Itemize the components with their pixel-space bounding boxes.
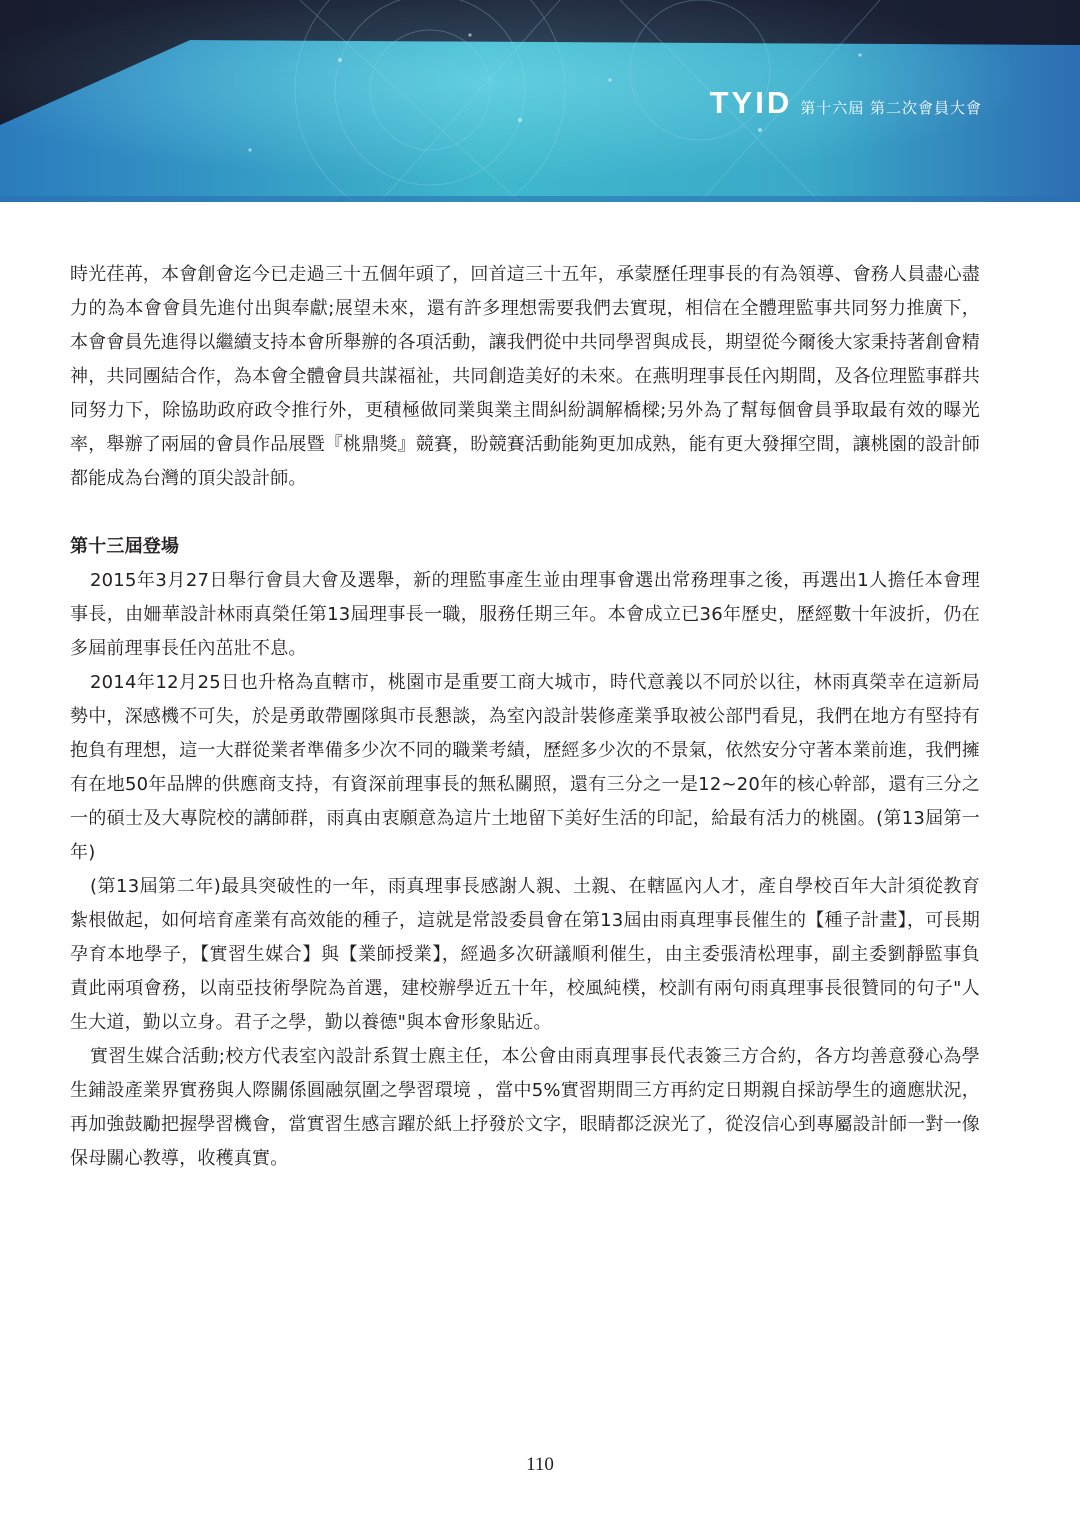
header-brand <box>710 85 982 121</box>
page-number: 110 <box>526 1454 554 1475</box>
body-paragraph: 2015年3月27日舉行會員大會及選舉，新的理監事產生並由理事會選出常務理事之後，再選出1人擔任本會理事長，由姍華設計林雨真榮任第13屆理事長一職，服務任期三年。本會成立已36年歷史，歷經數十年波折，仍在多屆前理事長任內茁壯不息。 <box>70 570 980 659</box>
body-paragraph: 2014年12月25日也升格為直轄市，桃園市是重要工商大城市，時代意義以不同於以往，林雨真榮幸在這新局勢中，深感機不可失，於是勇敢帶團隊與市長懇談，為室內設計裝修產業爭取被公部門看見，我們在地方有堅持有抱負有理想，這一大群從業者準備多少次不同的職業考績，歷經多少次的不景氣，依然安分守著本業前進，我們擁有在地50年品牌的供應商支持，有資深前理事長的無私關照，還有三分之一是12~20年的核心幹部，還有三分之一的碩士及大專院校的講師群，雨真由衷願意為這片土地留下美好生活的印記，給最有活力的桃園。(第13屆第一年) <box>70 672 980 863</box>
brand-subtitle: 第十六屆 第二次會員大會 <box>800 99 982 117</box>
article-body <box>70 258 980 1176</box>
body-paragraph: 實習生媒合活動;校方代表室內設計系賀士麃主任，本公會由雨真理事長代表簽三方合約，各方均善意發心為學生鋪設產業界實務與人際關係圓融氛圍之學習環境 ，當中5%實習期間三方再約定日期親自採訪學生的適應狀況，再加強鼓勵把握學習機會，當實習生感言躍於紙上抒發於文字，眼睛都泛淚光了，從沒信心到專屬設計師一對一像保母關心教導，收穫真實。 <box>70 1046 980 1169</box>
header-banner <box>0 0 1080 202</box>
intro-paragraph: 時光荏苒，本會創會迄今已走過三十五個年頭了，回首這三十五年，承蒙歷任理事長的有為領導、會務人員盡心盡力的為本會會員先進付出與奉獻;展望未來，還有許多理想需要我們去實現，相信在全體理監事共同努力推廣下，本會會員先進得以繼續支持本會所舉辦的各項活動，讓我們從中共同學習與成長，期望從今爾後大家秉持著創會精神，共同團結合作，為本會全體會員共謀福祉，共同創造美好的未來。在燕明理事長任內期間，及各位理監事群共同努力下，除協助政府政令推行外，更積極做同業與業主間糾紛調解橋樑;另外為了幫每個會員爭取最有效的曝光率，舉辦了兩屆的會員作品展暨『桃鼎獎』競賽，盼競賽活動能夠更加成熟，能有更大發揮空間，讓桃園的設計師都能成為台灣的頂尖設計師。 <box>70 264 980 489</box>
section-heading: 第十三屆登場 <box>70 536 180 557</box>
brand-logo: TYID <box>709 85 793 120</box>
body-paragraph: (第13屆第二年)最具突破性的一年，雨真理事長感謝人親、土親、在轄區內人才，產自學校百年大計須從教育紮根做起，如何培育產業有高效能的種子，這就是常設委員會在第13屆由雨真理事長催生的【種子計畫】，可長期孕育本地學子，【實習生媒合】與【業師授業】，經過多次研議順利催生，由主委張清松理事，副主委劉靜監事負責此兩項會務，以南亞技術學院為首選，建校辦學近五十年，校風純樸，校訓有兩句雨真理事長很贊同的句子"人生大道，勤以立身。君子之學，勤以養德"與本會形象貼近。 <box>70 876 980 1033</box>
